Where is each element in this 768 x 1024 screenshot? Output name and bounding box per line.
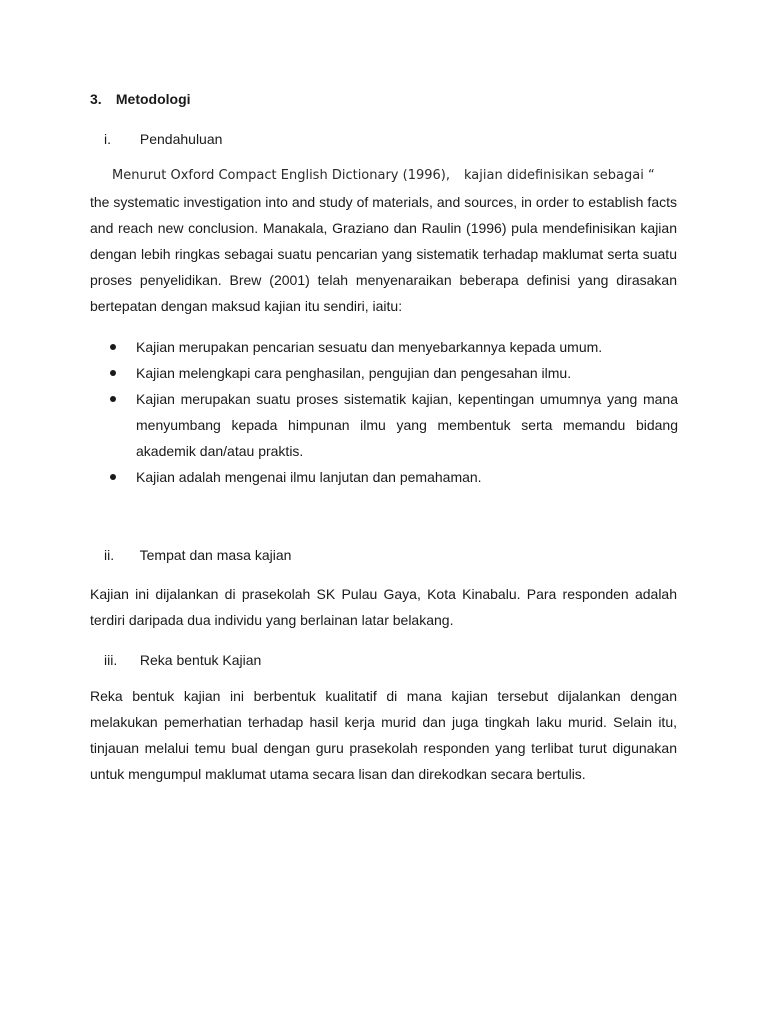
bullet-icon [110, 370, 116, 376]
section-heading [90, 90, 191, 108]
reka-bentuk-paragraph: Reka bentuk kajian ini berbentuk kualitatif di mana kajian tersebut dijalankan dengan melakukan pemerhatian terhadap hasil kerja murid dan juga tingkah laku murid. Selain itu, tinjauan melalui temu bual dengan guru prasekolah responden yang terlibat turut digunakan untuk mengumpul maklumat utama secara lisan dan direkodkan secara bertulis. [90, 688, 677, 782]
list-item [108, 464, 678, 490]
subsection-title: Tempat dan masa kajian [139, 547, 292, 563]
definition-list [108, 334, 678, 490]
subsection-numeral: iii. [104, 652, 118, 668]
subsection-heading-pendahuluan [104, 130, 222, 148]
bullet-icon [110, 396, 116, 402]
pendahuluan-paragraph: the systematic investigation into and study of materials, and sources, in order to establish facts and reach new conclusion. Manakala, Graziano dan Raulin (1996) pula mendefinisikan kajian dengan lebih ringkas sebagai suatu pencarian yang sistematik terhadap maklumat serta suatu proses penyelidikan. Brew (2001) telah menyenaraikan beberapa definisi yang dirasakan bertepatan dengan maksud kajian itu sendiri, iaitu: [90, 194, 677, 314]
bullet-icon [110, 344, 116, 350]
list-item [108, 360, 678, 386]
subsection-title: Pendahuluan [139, 131, 223, 147]
subsection-title: Reka bentuk Kajian [139, 652, 262, 668]
list-item-text: Kajian merupakan suatu proses sistematik kajian, kepentingan umumnya yang mana menyumbang kepada himpunan ilmu yang membentuk serta memandu bidang akademik dan/atau praktis. [136, 391, 678, 459]
subsection-numeral: ii. [104, 547, 115, 563]
section-number: 3. [90, 91, 102, 107]
subsection-numeral: i. [104, 131, 111, 147]
tempat-paragraph: Kajian ini dijalankan di prasekolah SK Pulau Gaya, Kota Kinabalu. Para responden adalah terdiri daripada dua individu yang berlainan latar belakang. [90, 586, 677, 628]
bullet-icon [110, 474, 116, 480]
list-item [108, 334, 678, 360]
section-title: Metodologi [115, 91, 191, 107]
subsection-heading-reka-bentuk [104, 651, 261, 669]
intro-definition-text: kajian didefinisikan sebagai “ [464, 168, 655, 183]
subsection-heading-tempat [104, 546, 291, 564]
list-item [108, 386, 678, 464]
intro-citation-text: Menurut Oxford Compact English Dictionary (1996), [112, 168, 450, 183]
pendahuluan-intro-line [112, 166, 677, 186]
list-item-text: Kajian adalah mengenai ilmu lanjutan dan pemahaman. [136, 469, 482, 485]
list-item-text: Kajian merupakan pencarian sesuatu dan menyebarkannya kepada umum. [136, 339, 603, 355]
list-item-text: Kajian melengkapi cara penghasilan, pengujian dan pengesahan ilmu. [136, 365, 572, 381]
